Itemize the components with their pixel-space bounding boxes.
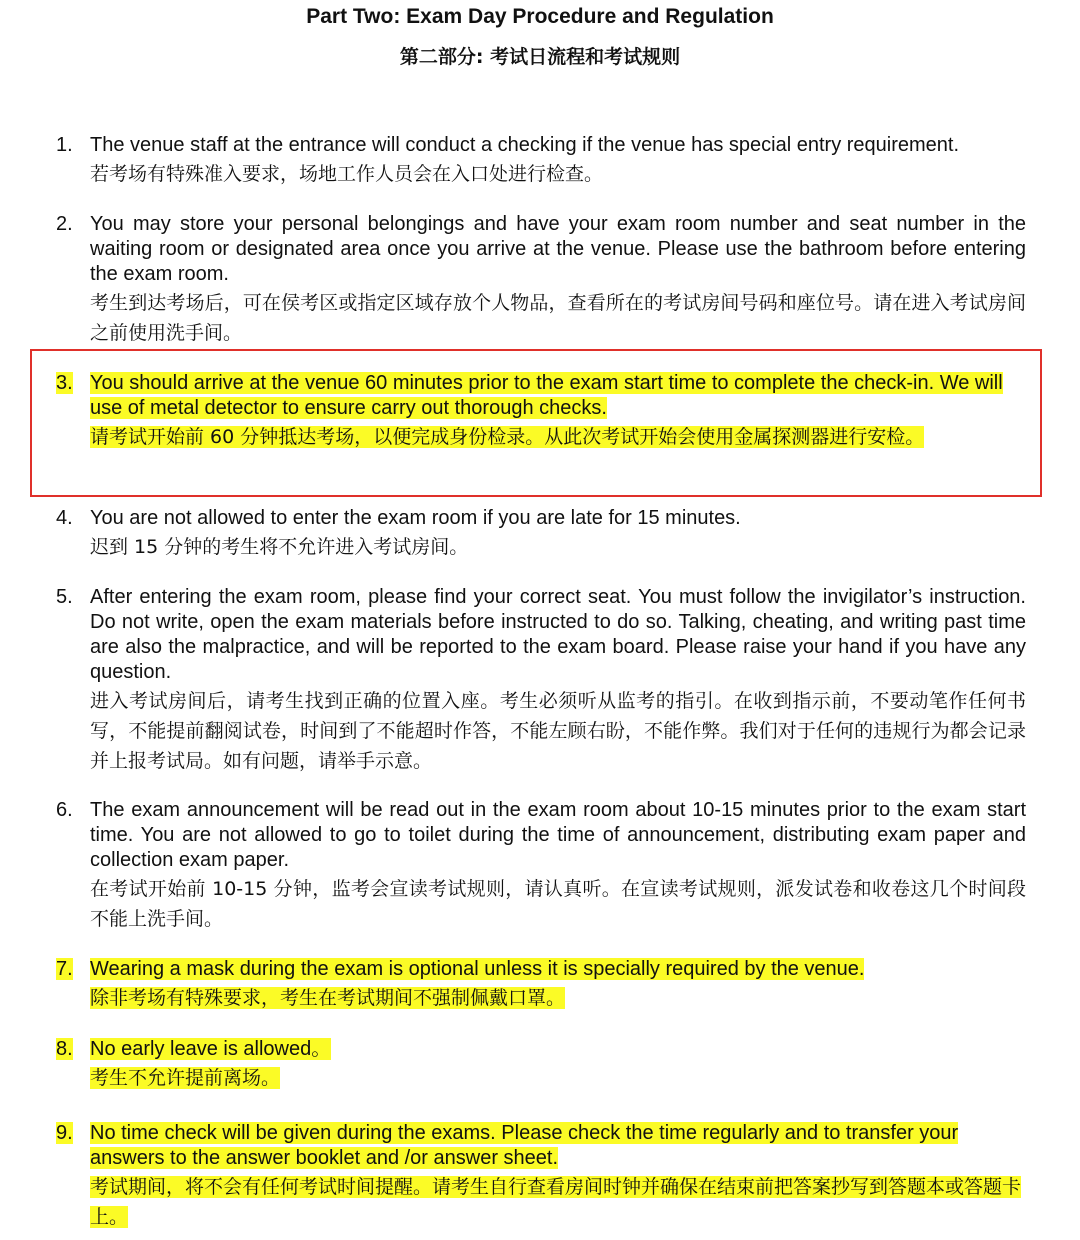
item-text-en: The venue staff at the entrance will conduct a checking if the venue has special entry requirement.	[90, 134, 960, 156]
list-item-7	[56, 957, 1026, 1013]
item-number: 2.	[56, 213, 73, 235]
item-text-zh: 若考场有特殊准入要求，场地工作人员会在入口处进行检查。	[90, 163, 604, 185]
list-item-2	[56, 212, 1026, 348]
item-text-zh: 考生到达考场后，可在侯考区或指定区域存放个人物品，查看所在的考试房间号码和座位号。请在进入考试房间之前使用洗手间。	[90, 292, 1026, 344]
item-number: 9.	[56, 1122, 73, 1144]
item-text-en: The exam announcement will be read out in the exam room about 10-15 minutes prior to the exam start time. You are not allowed to go to toilet during the time of announcement, distributing exam paper and collection exam paper.	[90, 799, 1026, 871]
item-number: 3.	[56, 372, 73, 394]
list-item-1	[56, 133, 1026, 189]
item-text-zh: 考试期间，将不会有任何考试时间提醒。请考生自行查看房间时钟并确保在结束前把答案抄写到答题本或答题卡上。	[90, 1176, 1022, 1228]
item-text-en: You may store your personal belongings and have your exam room number and seat number in the waiting room or designated area once you arrive at the venue. Please use the bathroom before entering the exam room.	[90, 213, 1026, 285]
list-item-5	[56, 585, 1026, 776]
item-text-en: No time check will be given during the exams. Please check the time regularly and to transfer your answers to the answer booklet and /or answer sheet.	[90, 1122, 959, 1169]
item-text-zh: 除非考场有特殊要求，考生在考试期间不强制佩戴口罩。	[90, 987, 566, 1009]
item-number: 1.	[56, 134, 73, 156]
annotation-box	[30, 349, 1042, 497]
item-text-en: Wearing a mask during the exam is optional unless it is specially required by the venue.	[90, 958, 865, 980]
item-number: 7.	[56, 958, 73, 980]
item-number: 8.	[56, 1038, 73, 1060]
list-item-6	[56, 798, 1026, 934]
item-text-zh: 请考试开始前 60 分钟抵达考场，以便完成身份检录。从此次考试开始会使用金属探测器进行安检。	[90, 426, 925, 448]
page-title-chinese: 第二部分: 考试日流程和考试规则	[399, 46, 681, 68]
item-number: 4.	[56, 507, 73, 529]
item-text-zh: 在考试开始前 10-15 分钟，监考会宣读考试规则，请认真听。在宣读考试规则，派发试卷和收卷这几个时间段不能上洗手间。	[90, 878, 1026, 930]
item-number: 5.	[56, 586, 73, 608]
list-item-9	[56, 1121, 1026, 1232]
item-text-zh: 迟到 15 分钟的考生将不允许进入考试房间。	[90, 536, 469, 558]
item-text-en: You should arrive at the venue 60 minutes prior to the exam start time to complete the check-in. We will use of metal detector to ensure carry out thorough checks.	[90, 372, 1003, 419]
list-item-4	[56, 506, 1026, 562]
item-text-en: After entering the exam room, please find your correct seat. You must follow the invigilator’s instruction. Do not write, open the exam materials before instructed to do so. Talking, cheating, and writing past time are also the malpractice, and will be reported to the exam board. Please raise your hand if you have any question.	[90, 586, 1026, 683]
list-item-8	[56, 1037, 1026, 1093]
page-title: Part Two: Exam Day Procedure and Regulation	[306, 5, 774, 28]
item-text-en: You are not allowed to enter the exam room if you are late for 15 minutes.	[90, 507, 741, 529]
item-number: 6.	[56, 799, 73, 821]
item-text-zh: 考生不允许提前离场。	[90, 1067, 281, 1089]
item-text-zh: 进入考试房间后，请考生找到正确的位置入座。考生必须听从监考的指引。在收到指示前，不要动笔作任何书写，不能提前翻阅试卷，时间到了不能超时作答，不能左顾右盼，不能作弊。我们对于任何的违规行为都会记录并上报考试局。如有问题，请举手示意。	[90, 690, 1026, 772]
item-text-en: No early leave is allowed。	[90, 1038, 332, 1060]
